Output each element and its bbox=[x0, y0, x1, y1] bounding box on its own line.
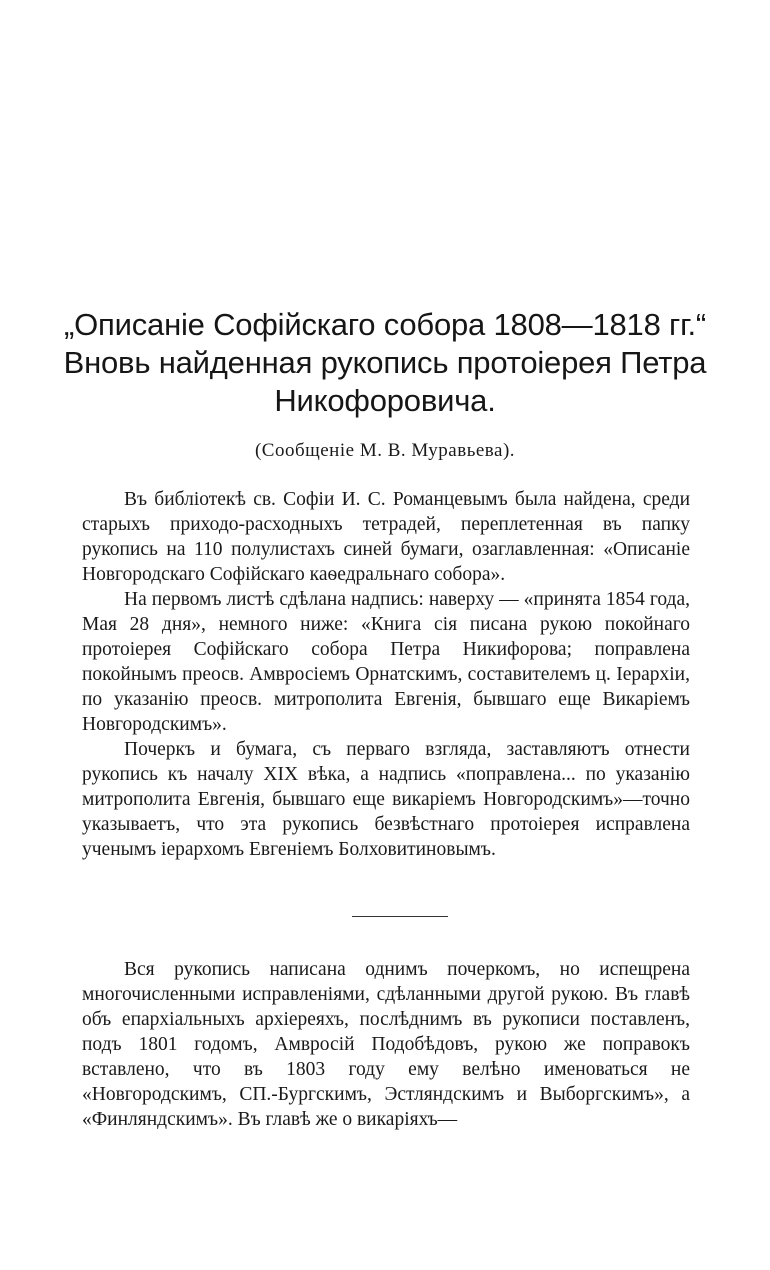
body-section-2 bbox=[82, 957, 690, 1132]
paragraph-3: Почеркъ и бумага, съ перваго взгляда, заставляютъ отнести рукопись къ началу XIX вѣка, а надпись «поправлена... по указанію митрополита Евгенія, бывшаго еще викаріемъ Новгородскимъ»—точно указываетъ, что эта рукопись безвѣстнаго протоіерея исправлена ученымъ іерархомъ Евгеніемъ Болховитиновымъ. bbox=[82, 739, 690, 860]
paragraph-4: Вся рукопись написана однимъ почеркомъ, но испещрена многочисленными исправленіями, сдѣланными другой рукою. Въ главѣ объ епархіальныхъ архіереяхъ, послѣднимъ въ рукописи поставленъ, подъ 1801 годомъ, Амвросій Подобѣдовъ, рукою же поправокъ вставлено, что въ 1803 году ему велѣно именоваться не «Новгородскимъ, СП.-Бургскимъ, Эстляндскимъ и Выборгскимъ», а «Финляндскимъ». Въ главѣ же о викаріяхъ— bbox=[82, 959, 690, 1130]
title-line-1: „Описаніе Софійскаго собора 1808—1818 гг.“ bbox=[63, 307, 707, 342]
title-line-2: Вновь найденная рукопись протоіерея Петра bbox=[63, 345, 707, 380]
body-section-1 bbox=[82, 487, 690, 862]
article-title bbox=[60, 306, 710, 420]
paragraph-2: На первомъ листѣ сдѣлана надпись: наверху — «принята 1854 года, Мая 28 дня», немного ниже: «Книга сія писана рукою покойнаго протоіерея Софійскаго собора Петра Никифорова; поправлена покойнымъ преосв. Амвросіемъ Орнатскимъ, составителемъ ц. Іерархіи, по указанію преосв. митрополита Евгенія, бывшаго еще Викаріемъ Новгородскимъ». bbox=[82, 589, 690, 735]
section-divider bbox=[352, 916, 448, 917]
article-subtitle: (Сообщеніе М. В. Муравьева). bbox=[254, 440, 516, 461]
paragraph-1: Въ библіотекѣ св. Софіи И. С. Романцевымъ была найдена, среди старыхъ приходо-расходныхъ тетрадей, переплетенная въ папку рукопись на 110 полулистахъ синей бумаги, озаглавленная: «Описаніе Новгородскаго Софійскаго каѳедральнаго собора». bbox=[82, 489, 690, 585]
title-line-3: Никофоровича. bbox=[274, 383, 496, 418]
